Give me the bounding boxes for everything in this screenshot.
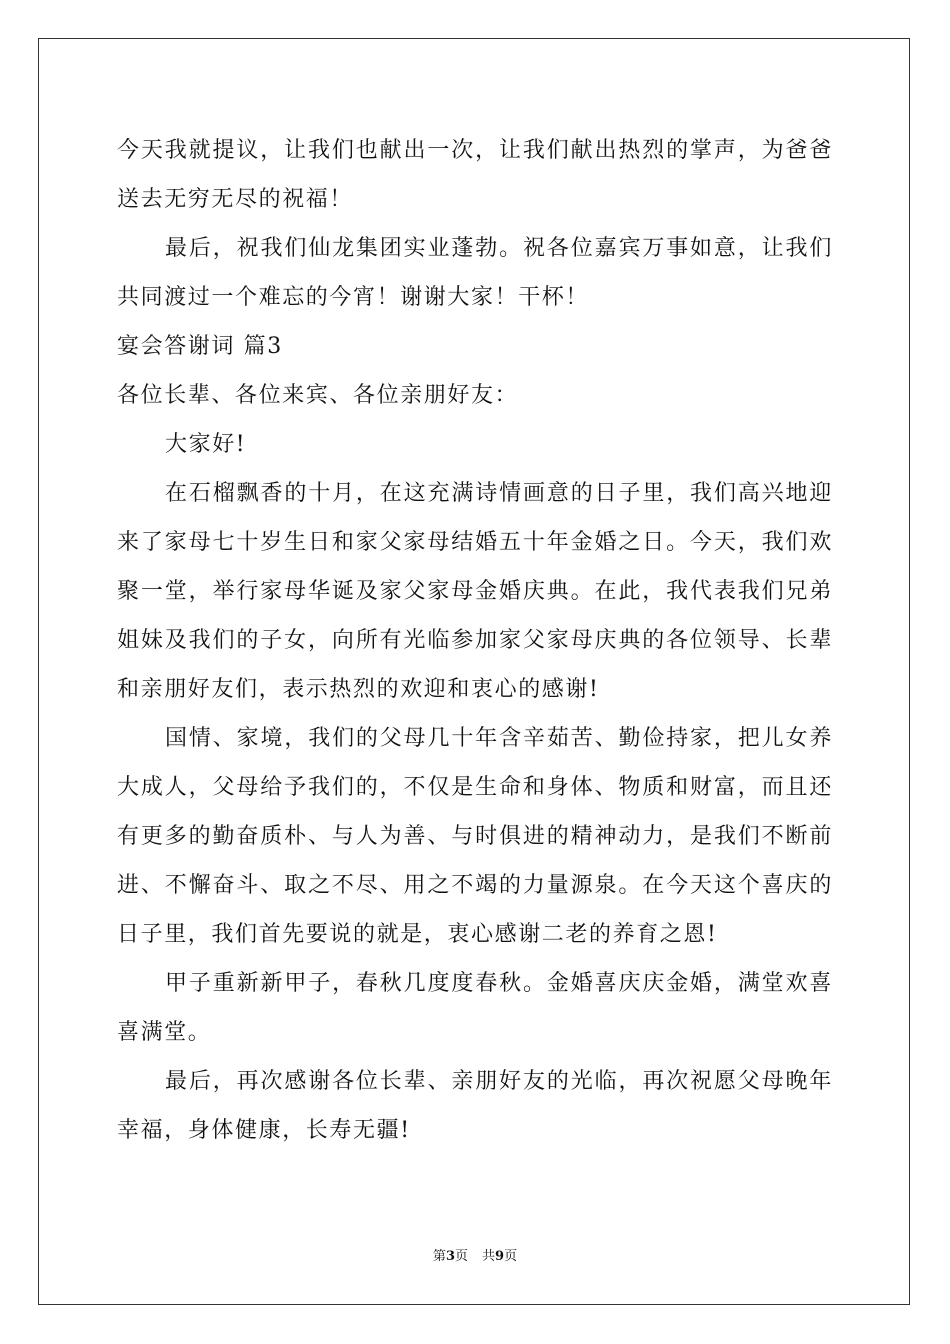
paragraph: 国情、家境，我们的父母几十年含辛茹苦、勤俭持家，把儿女养大成人，父母给予我们的，不仅是生命和身体、物质和财富，而且还有更多的勤奋质朴、与人为善、与时俱进的精神动力，是我们不断前进、不懈奋斗、取之不尽、用之不竭的力量源泉。在今天这个喜庆的日子里，我们首先要说的就是，衷心感谢二老的养育之恩! — [117, 726, 833, 947]
greeting: 大家好! — [165, 432, 247, 457]
current-page-number: 3 — [445, 1249, 455, 1264]
paragraph: 最后，再次感谢各位长辈、亲朋好友的光临，再次祝愿父母晚年幸福，身体健康，长寿无疆! — [117, 1069, 833, 1143]
paragraph: 在石榴飘香的十月，在这充满诗情画意的日子里，我们高兴地迎来了家母七十岁生日和家父家母结婚五十年金婚之日。今天，我们欢聚一堂，举行家母华诞及家父家母金婚庆典。在此，我代表我们兄弟姐妹及我们的子女，向所有光临参加家父家母庆典的各位领导、长辈和亲朋好友们，表示热烈的欢迎和衷心的感谢! — [117, 481, 833, 702]
total-label-suffix: 页 — [504, 1249, 518, 1264]
salutation: 各位长辈、各位来宾、各位亲朋好友： — [117, 383, 519, 408]
paragraph: 最后，祝我们仙龙集团实业蓬勃。祝各位嘉宾万事如意，让我们共同渡过一个难忘的今宵！谢谢大家！干杯！ — [117, 236, 833, 310]
page-label-suffix: 页 — [454, 1249, 468, 1264]
document-body — [117, 126, 833, 1155]
total-page-number: 9 — [495, 1249, 505, 1264]
page-footer — [0, 1248, 950, 1266]
page-label-prefix: 第 — [432, 1249, 446, 1264]
paragraph: 甲子重新新甲子，春秋几度度春秋。金婚喜庆庆金婚，满堂欢喜喜满堂。 — [117, 971, 833, 1045]
section-heading: 宴会答谢词 篇3 — [117, 334, 283, 359]
paragraph: 今天我就提议，让我们也献出一次，让我们献出热烈的掌声，为爸爸送去无穷无尽的祝福！ — [117, 138, 833, 212]
total-label-prefix: 共 — [482, 1249, 496, 1264]
